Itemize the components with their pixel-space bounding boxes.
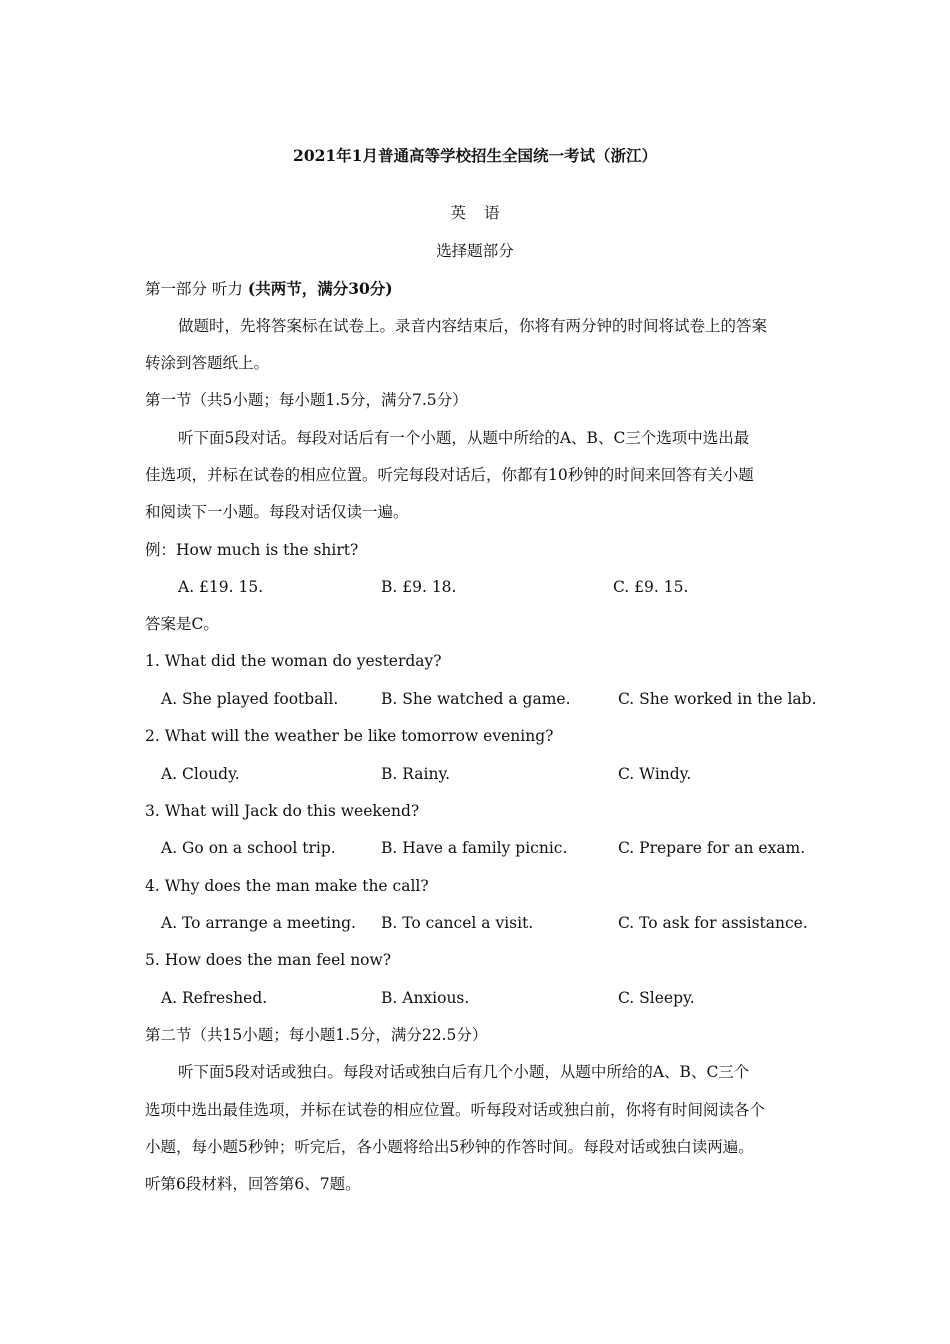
question-5-option-a: A. Refreshed. <box>161 989 268 1007</box>
section2-material-note: 听第6段材料，回答第6、7题。 <box>145 1175 361 1193</box>
part1-heading-note: (共两节，满分30分) <box>247 279 393 298</box>
question-4-option-b: B. To cancel a visit. <box>381 914 534 932</box>
question-3-option-a: A. Go on a school trip. <box>161 839 336 857</box>
section-heading: 选择题部分 <box>436 242 514 260</box>
question-3-option-c: C. Prepare for an exam. <box>618 839 806 857</box>
question-5-option-b: B. Anxious. <box>381 989 470 1007</box>
question-1: 1. What did the woman do yesterday? <box>145 652 442 670</box>
section2-instruction-line1: 听下面5段对话或独白。每段对话或独白后有几个小题，从题中所给的A、B、C三个 <box>178 1063 750 1081</box>
section2-heading: 第二节（共15小题；每小题1.5分，满分22.5分） <box>145 1026 488 1044</box>
question-1-option-b: B. She watched a game. <box>381 690 571 708</box>
question-2-option-b: B. Rainy. <box>381 765 451 783</box>
question-4: 4. Why does the man make the call? <box>145 877 429 895</box>
question-5: 5. How does the man feel now? <box>145 951 392 969</box>
question-2: 2. What will the weather be like tomorrow evening? <box>145 727 554 745</box>
question-3-option-b: B. Have a family picnic. <box>381 839 568 857</box>
part1-instruction-line1: 做题时，先将答案标在试卷上。录音内容结束后，你将有两分钟的时间将试卷上的答案 <box>178 317 768 335</box>
question-3: 3. What will Jack do this weekend? <box>145 802 420 820</box>
question-4-option-c: C. To ask for assistance. <box>618 914 808 932</box>
section1-instruction-line2: 佳选项，并标在试卷的相应位置。听完每段对话后，你都有10秒钟的时间来回答有关小题 <box>145 466 754 484</box>
question-5-option-c: C. Sleepy. <box>618 989 695 1007</box>
section2-instruction-line2: 选项中选出最佳选项，并标在试卷的相应位置。听每段对话或独白前，你将有时间阅读各个 <box>145 1101 766 1119</box>
section2-instruction-line3: 小题，每小题5秒钟；听完后，各小题将给出5秒钟的作答时间。每段对话或独白读两遍。 <box>145 1138 754 1156</box>
question-1-option-c: C. She worked in the lab. <box>618 690 817 708</box>
section1-heading: 第一节（共5小题；每小题1.5分，满分7.5分） <box>145 391 468 409</box>
section1-instruction-line3: 和阅读下一小题。每段对话仅读一遍。 <box>145 503 409 521</box>
example-option-a: A. £19. 15. <box>178 578 264 596</box>
example-answer: 答案是C。 <box>145 615 219 633</box>
part1-heading-label: 第一部分 听力 <box>145 280 243 298</box>
question-1-option-a: A. She played football. <box>161 690 339 708</box>
part1-heading <box>145 279 393 299</box>
question-4-option-a: A. To arrange a meeting. <box>161 914 356 932</box>
exam-title: 2021年1月普通高等学校招生全国统一考试（浙江） <box>293 146 657 165</box>
section1-instruction-line1: 听下面5段对话。每段对话后有一个小题，从题中所给的A、B、C三个选项中选出最 <box>178 429 750 447</box>
example-question: 例：How much is the shirt? <box>145 541 359 559</box>
subject-heading: 英语 <box>450 204 518 222</box>
example-option-b: B. £9. 18. <box>381 578 457 596</box>
example-option-c: C. £9. 15. <box>613 578 689 596</box>
question-2-option-a: A. Cloudy. <box>161 765 240 783</box>
question-2-option-c: C. Windy. <box>618 765 692 783</box>
part1-instruction-line2: 转涂到答题纸上。 <box>145 354 270 372</box>
